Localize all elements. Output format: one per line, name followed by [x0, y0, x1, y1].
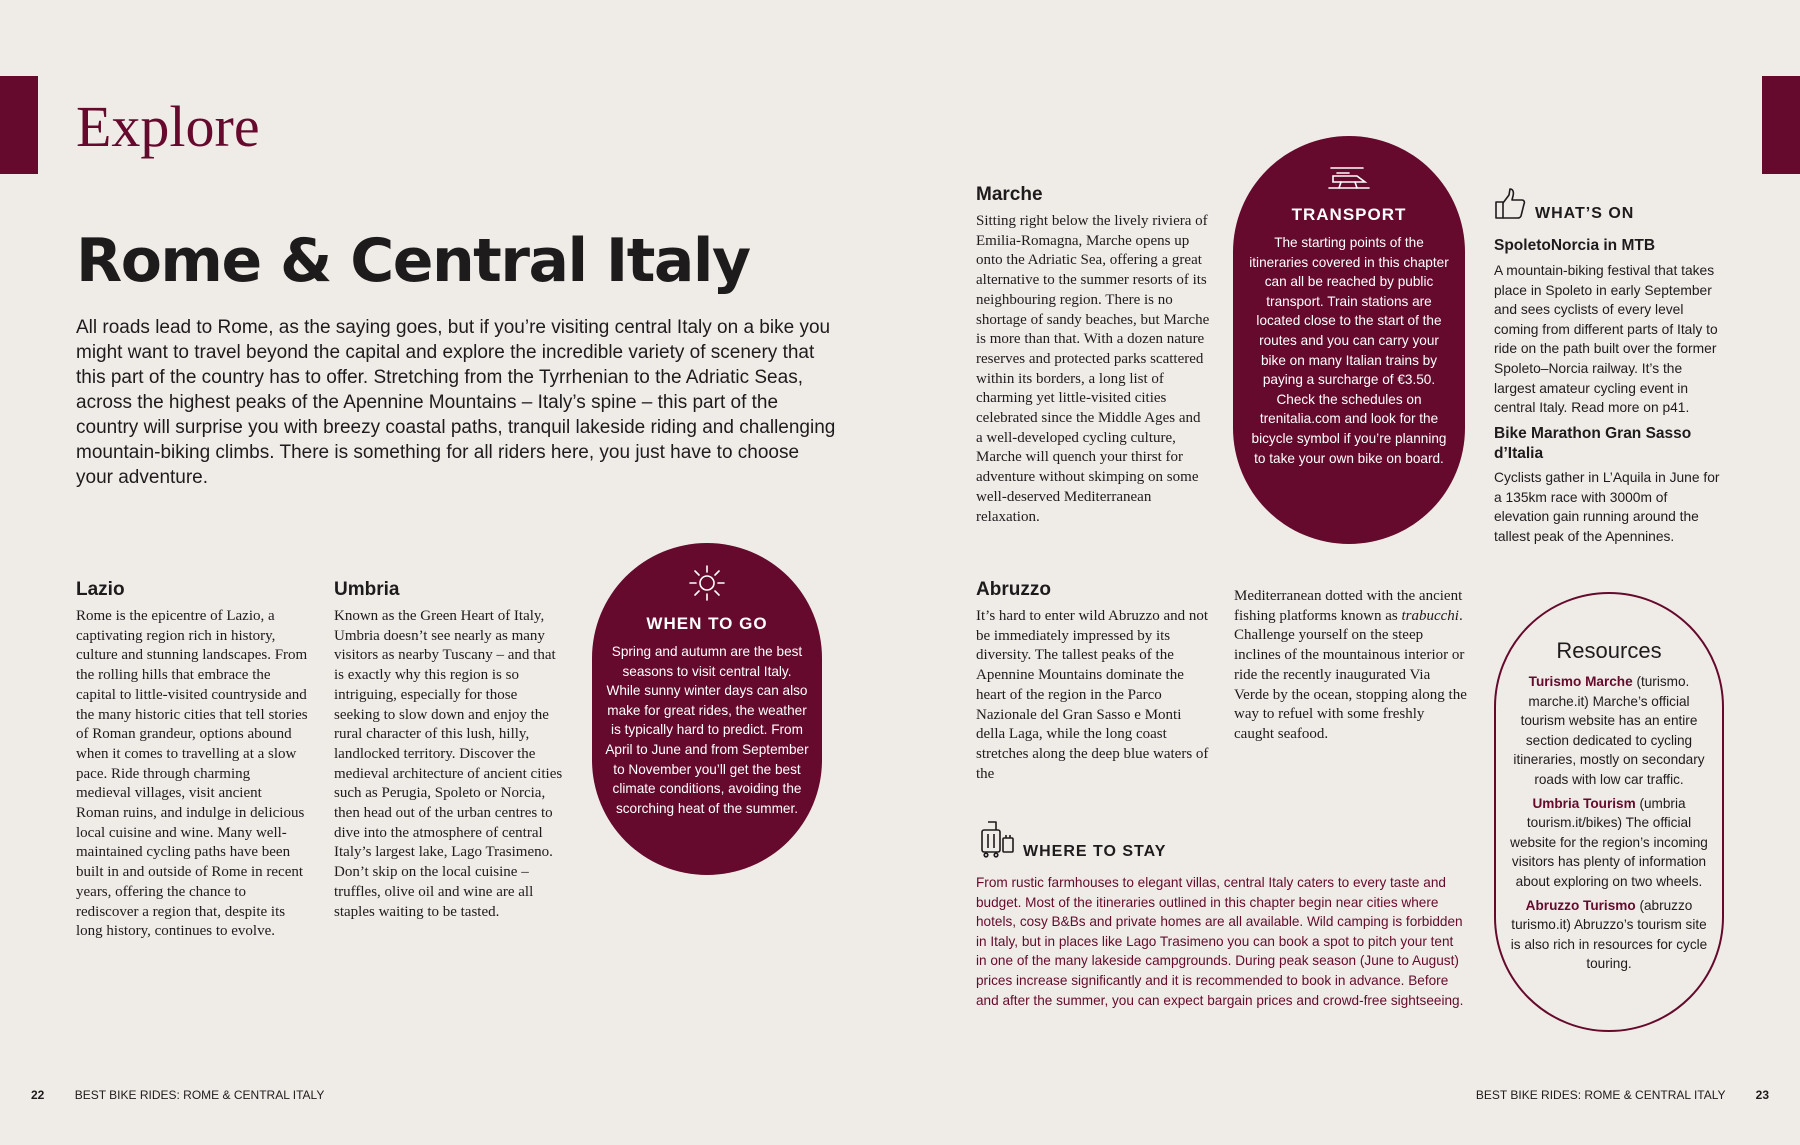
resource-name: Abruzzo Turismo	[1525, 897, 1636, 913]
resource-text: (turismo. marche.it) Marche’s official tourism website has an entire section dedicated to cycling itineraries, mostly on secondary roads with low car traffic.	[1513, 674, 1705, 787]
resource-item	[1510, 672, 1708, 790]
event-title: Bike Marathon Gran Sasso d’Italia	[1494, 425, 1692, 462]
when-to-go-title: WHEN TO GO	[646, 614, 768, 633]
abruzzo-text-col1: It’s hard to enter wild Abruzzo and not be immediately impressed by its diversity. The tallest peaks of the Apennine Mountains dominate the heart of the region in the Parco Nazionale del Gran Sasso e Monti della Laga, while the long coast stretches along the deep blue waters of the	[976, 608, 1209, 782]
intro-paragraph: All roads lead to Rome, as the saying goes, but if you’re visiting central Italy on a bike you might want to travel beyond the capital and explore the incredible variety of scenery that this part of the country has to offer. Stretching from the Tyrrhenian to the Adriatic Seas, across the highest peaks of the Apennine Mountains – Italy’s spine – this part of the country will surprise you with breezy coastal paths, tranquil lakeside riding and challenging mountain-biking climbs. There is something for all riders here, you just have to choose your adventure.	[76, 317, 836, 488]
resource-text: (abruzzo turismo.it) Abruzzo’s tourism site is also rich in resources for cycle touring.	[1510, 897, 1708, 972]
left-page-tab	[0, 76, 38, 174]
lazio-text: Rome is the epicentre of Lazio, a captivating region rich in history, culture and stunning landscapes. From the rolling hills that embrace the capital to little-visited countryside and the many historic cities that tell stories of Roman grandeur, options abound when it comes to travelling at a slow pace. Ride through charming medieval villages, visit ancient Roman ruins, and indulge in delicious local cuisine and wine. Many well-maintained cycling paths have been built in and outside of Rome in recent years, offering the chance to rediscover a region that, despite its long history, continues to evolve.	[76, 608, 308, 940]
right-page-tab	[1762, 76, 1800, 174]
marche-heading: Marche	[976, 184, 1043, 205]
lazio-heading: Lazio	[76, 579, 125, 600]
abruzzo-text-italic: trabucchi	[1401, 607, 1459, 624]
abruzzo-heading: Abruzzo	[976, 579, 1051, 600]
abruzzo-text-part: Mediterranean dotted with the ancient fishing platforms known as	[1234, 588, 1463, 624]
umbria-heading: Umbria	[334, 579, 400, 600]
event-text: Cyclists gather in L’Aquila in June for a 135km race with 3000m of elevation gain running around the tallest peak of the Apennines.	[1494, 470, 1720, 544]
resource-name: Umbria Tourism	[1532, 795, 1636, 811]
train-icon	[1327, 164, 1371, 194]
page-number: 23	[1755, 1088, 1769, 1102]
footer-right	[1476, 1089, 1769, 1101]
transport-text: The starting points of the itineraries covered in this chapter can all be reached by public transport. Train stations are located close to the start of the routes and you can carry your bike on many Italian trains by paying a surcharge of €3.50. Check the schedules on trenitalia.com and look for the bicycle symbol if you’re planning to take your own bike on board.	[1249, 235, 1449, 466]
sun-icon	[687, 563, 727, 603]
event-title: SpoletoNorcia in MTB	[1494, 237, 1656, 254]
page-number: 22	[31, 1088, 45, 1102]
page-title: Rome & Central Italy	[76, 226, 750, 296]
footer-title: BEST BIKE RIDES: ROME & CENTRAL ITALY	[1475, 1088, 1726, 1102]
umbria-text: Known as the Green Heart of Italy, Umbria doesn’t see nearly as many visitors as nearby Tuscany – and that is exactly why this region is so intriguing, especially for those seeking to slow down and enjoy the rural character of this lush, hilly, landlocked territory. Discover the medieval architecture of ancient cities such as Perugia, Spoleto or Norcia, then head out of the urban centres to dive into the atmosphere of central Italy’s largest lake, Lago Trasimeno. Don’t skip on the local cuisine – truffles, olive oil and wine are all staples waiting to be tasted.	[334, 608, 563, 920]
resource-text: (umbria tourism.it/bikes) The official website for the region’s incoming visitors has plenty of information about exploring on two wheels.	[1510, 795, 1708, 889]
when-to-go-text: Spring and autumn are the best seasons to visit central Italy. While sunny winter days can also make for great rides, the weather is typically hard to predict. From April to June and from September to November you’ll get the best climate conditions, avoiding the scorching heat of the summer.	[605, 644, 809, 816]
footer-title: BEST BIKE RIDES: ROME & CENTRAL ITALY	[74, 1088, 325, 1102]
resource-item	[1510, 794, 1708, 892]
resources-title: Resources	[1556, 638, 1662, 663]
whats-on-title: WHAT’S ON	[1535, 205, 1635, 222]
where-to-stay-text: From rustic farmhouses to elegant villas, central Italy caters to every taste and budget. Most of the itineraries outlined in this chapter begin near cities where hotels, cosy B&Bs and private homes are all available. Wild camping is forbidden in Italy, but in places like Lago Trasimeno you can book a spot to pitch your tent in one of the many lakeside campgrounds. During peak season (June to August) prices increase significantly and it is recommended to book in advance. Before and after the summer, you can expect bargain prices and crowd-free sightseeing.	[976, 875, 1464, 1008]
where-to-stay-title: WHERE TO STAY	[1023, 843, 1167, 860]
resources-box	[1494, 592, 1724, 1032]
thumbs-up-icon	[1494, 187, 1526, 221]
footer-left	[31, 1089, 324, 1101]
when-to-go-box	[592, 543, 822, 875]
resource-name: Turismo Marche	[1528, 674, 1633, 689]
resource-item	[1510, 896, 1708, 974]
section-label: Explore	[76, 94, 260, 159]
luggage-icon	[976, 820, 1016, 858]
transport-box	[1233, 136, 1465, 544]
abruzzo-text-part: . Challenge yourself on the steep inclines of the mountainous interior or ride the recently inaugurated Via Verde by the ocean, stopping along the way to refuel with some freshly caught seafood.	[1234, 607, 1467, 742]
transport-title: TRANSPORT	[1291, 205, 1407, 224]
event-text: A mountain-biking festival that takes place in Spoleto in early September and sees cyclists of every level coming from different parts of Italy to ride on the path built over the former Spoleto–Norcia railway. It’s the largest amateur cycling event in central Italy. Read more on p41.	[1494, 263, 1718, 416]
abruzzo-text-col2	[1234, 587, 1468, 745]
marche-text: Sitting right below the lively riviera of Emilia-Romagna, Marche opens up onto the Adriatic Sea, offering a great alternative to the summer resorts of its neighbouring region. There is no shortage of sandy beaches, but Marche is more than that. With a dozen nature reserves and protected parks scattered within its borders, a long list of charming yet little-visited cities celebrated since the Middle Ages and a well-developed cycling culture, Marche will quench your thirst for adventure without skimping on some well-deserved Mediterranean relaxation.	[976, 213, 1210, 525]
